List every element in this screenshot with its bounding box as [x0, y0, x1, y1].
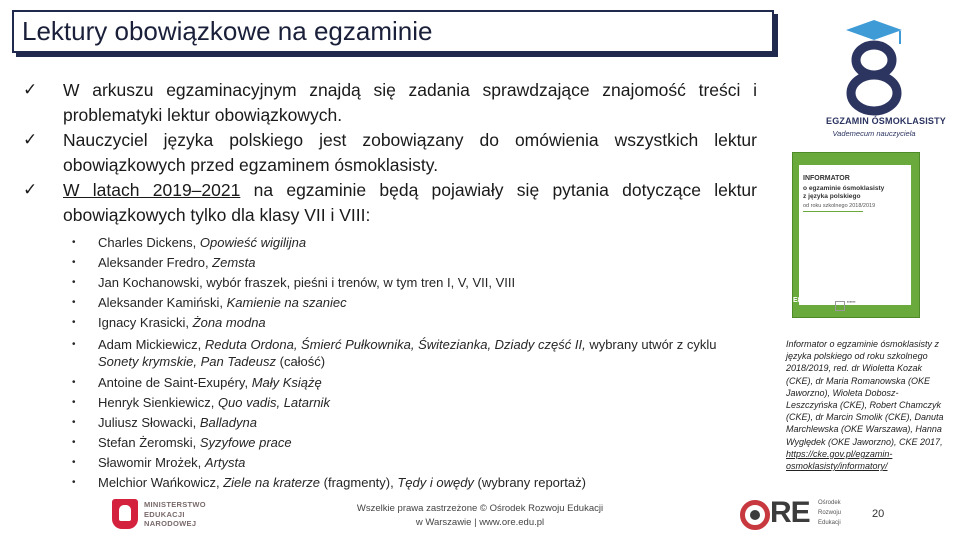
cover-publisher-icon: ▪▪▪▪▪▪ [847, 299, 856, 304]
logo-caption: EGZAMIN ÓSMOKLASISTY [826, 116, 947, 126]
book-author: Aleksander Fredro, [98, 255, 213, 270]
book-title: Żona modna [192, 315, 266, 330]
bullet-icon: • [72, 477, 76, 488]
ministry-logo [112, 499, 222, 529]
book-author: Ignacy Krasicki, [98, 315, 193, 330]
book-author: Antoine de Saint-Exupéry, [98, 375, 252, 390]
ore-logo [738, 496, 868, 532]
checklist-item [22, 178, 757, 227]
checklist-item [22, 128, 757, 177]
book-author: Juliusz Słowacki, [98, 415, 200, 430]
book-extra: (całość) [276, 354, 326, 369]
book-list-item [72, 273, 732, 293]
ministry-name: MINISTERSTWO EDUKACJI NARODOWEJ [144, 500, 206, 528]
checklist-text: W arkuszu egzaminacyjnym znajdą się zadania sprawdzające znajomość treści i problematyki lektur obowiązkowych. [63, 80, 757, 125]
book-list-item [72, 473, 732, 493]
book-author: Henryk Sienkiewicz, [98, 395, 218, 410]
book-title: Zemsta [212, 255, 256, 270]
checklist-underlined-text: W latach 2019–2021 [63, 180, 241, 200]
page-number: 20 [872, 508, 885, 520]
book-author: Melchior Wańkowicz, [98, 475, 224, 490]
book-author: Aleksander Kamiński, [98, 295, 227, 310]
book-list-item [72, 293, 732, 313]
checklist-text: Nauczyciel języka polskiego jest zobowiązany do omówienia wszystkich lektur obowiązkowych przed egzaminem ósmoklasisty. [63, 130, 757, 175]
book-title: Ziele na kraterze [223, 475, 321, 490]
cover-corner-mark: E8 [793, 297, 802, 304]
footer-copyright: Wszelkie prawa zastrzeżone © Ośrodek Rozwoju Edukacji w Warszawie | www.ore.edu.pl [356, 503, 604, 528]
book-title: Kamienie na szaniec [226, 295, 347, 310]
title-box [12, 10, 774, 53]
book-title: Reduta Ordona, Śmierć Pułkownika, Świtezianka, Dziady część II, [204, 337, 586, 352]
book-title: Syzyfowe prace [199, 435, 292, 450]
book-list-item [72, 433, 732, 453]
book-title: Tędy i owędy [397, 475, 474, 490]
bullet-icon: • [72, 417, 76, 428]
informator-link[interactable]: https://cke.gov.pl/egzamin-osmoklasisty/informatory/ [786, 448, 893, 472]
book-author: Sławomir Mrożek, [98, 455, 205, 470]
bullet-icon: • [72, 397, 76, 408]
bullet-icon: • [72, 437, 76, 448]
book-extra: (fragmenty), [320, 475, 398, 490]
cover-caption [786, 338, 946, 472]
bullet-icon: • [72, 377, 76, 388]
book-title: Quo vadis, Latarnik [217, 395, 330, 410]
book-author: Jan Kochanowski, wybór fraszek, pieśni i trenów, w tym tren I, V, VII, VIII [98, 275, 516, 290]
logo-subcaption: Vademecum nauczyciela [832, 129, 916, 138]
cover-emblem-icon [835, 301, 845, 311]
cover-year: od roku szkolnego 2018/2019 [803, 203, 876, 209]
book-list-item [72, 253, 732, 273]
bullet-icon: • [72, 339, 76, 350]
cover-subtitle: o egzaminie ósmoklasisty z języka polskiego [803, 185, 885, 200]
eagle-emblem-icon [112, 499, 138, 529]
book-title: Mały Książę [251, 375, 322, 390]
number-eight-graduate-icon [826, 16, 922, 116]
checklist [22, 78, 757, 228]
book-author: Charles Dickens, [98, 235, 200, 250]
book-title: Opowieść wigilijna [199, 235, 307, 250]
book-title: Artysta [204, 455, 246, 470]
book-list-item [72, 336, 732, 370]
bullet-icon: • [72, 257, 76, 268]
book-list-item [72, 413, 732, 433]
bullet-icon: • [72, 457, 76, 468]
caption-text: Informator o egzaminie ósmoklasisty z języka polskiego od roku szkolnego 2018/2019, red. dr Wioletta Kozak (CKE), dr Maria Romanowska (OKE Jaworzno), Wioleta Dobosz-Leszczyńska (CKE), Robert Chamczyk (CKE), dr Marcin Smolik (CKE), Danuta Marchlewska (OKE Warszawa), Hanna Wyględek (OKE Jaworzno), CKE 2017, [786, 339, 944, 447]
book-extra: (wybrany reportaż) [473, 475, 586, 490]
informator-cover[interactable] [792, 152, 920, 318]
cover-title: INFORMATOR [803, 175, 850, 182]
bullet-icon: • [72, 237, 76, 248]
ore-mark: RE [770, 496, 810, 529]
book-list-item [72, 453, 732, 473]
book-list [72, 233, 732, 493]
bullet-icon: • [72, 277, 76, 288]
book-list-item [72, 393, 732, 413]
checklist-text: na egzaminie będą pojawiały się pytania dotyczące lektur obowiązkowych tylko dla klasy VII i VIII: [63, 180, 757, 225]
book-title: Sonety krymskie, Pan Tadeusz [98, 354, 276, 369]
page-title: Lektury obowiązkowe na egzaminie [22, 16, 433, 46]
book-list-item [72, 233, 732, 253]
book-list-item [72, 313, 732, 333]
ore-name: Ośrodek Rozwoju Edukacji [818, 500, 842, 526]
exam-logo [826, 16, 947, 140]
check-icon: ✓ [23, 130, 38, 149]
cover-divider [803, 211, 863, 212]
book-title: Balladyna [199, 415, 257, 430]
book-list-item [72, 373, 732, 393]
book-author: Stefan Żeromski, [98, 435, 200, 450]
bullet-icon: • [72, 317, 76, 328]
check-icon: ✓ [23, 180, 38, 199]
bullet-icon: • [72, 297, 76, 308]
check-icon: ✓ [23, 80, 38, 99]
book-author: Adam Mickiewicz, [98, 337, 205, 352]
checklist-item [22, 78, 757, 127]
ore-o-icon [740, 500, 770, 530]
book-extra: wybrany utwór z cyklu [585, 337, 717, 352]
